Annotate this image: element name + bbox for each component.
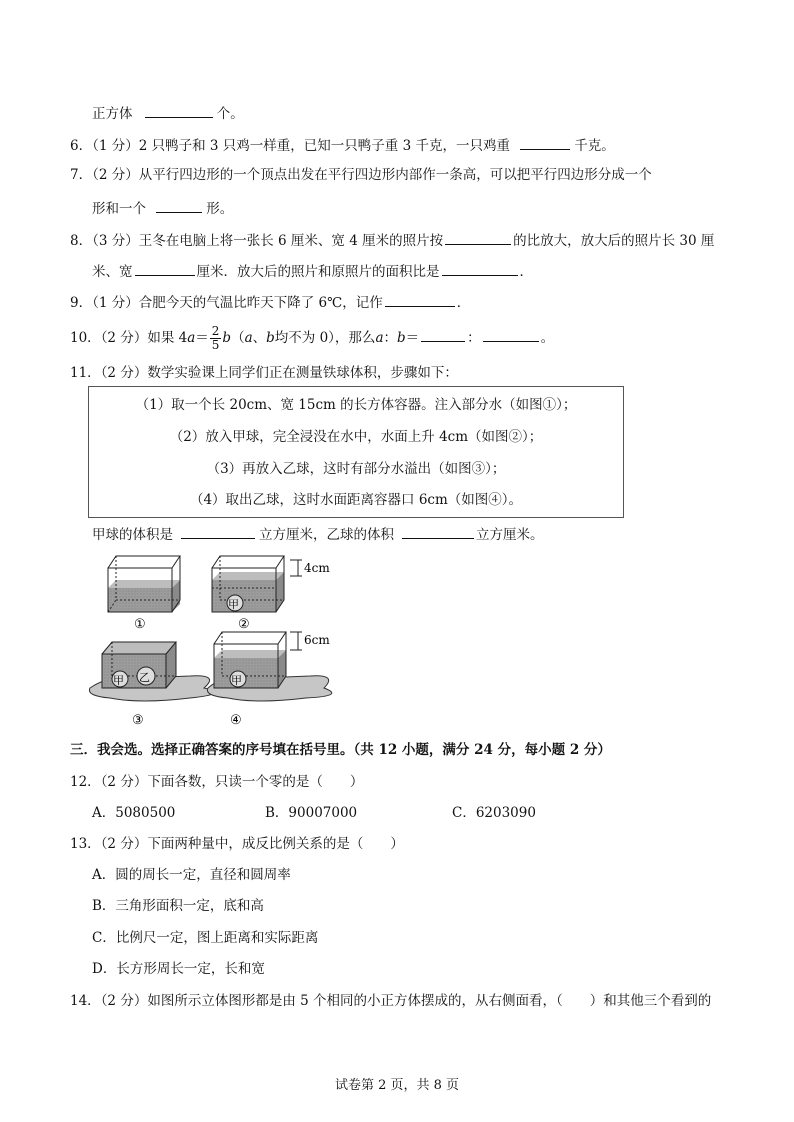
q10-blank-1[interactable] [421,327,465,342]
measure-2: 6cm [304,633,330,647]
container-1 [108,556,180,612]
measure-1-bracket [290,560,302,576]
q8-blank-area[interactable] [442,261,518,276]
q10-line [70,325,554,352]
q11-step-3: （3）再放入乙球，这时有部分水溢出（如图③）； [206,461,506,477]
container-3 [89,642,214,701]
q11-step-2: （2）放入甲球，完全浸没在水中，水面上升 4cm（如图②）； [169,429,543,445]
q11-answer-c: 立方厘米。 [476,527,544,543]
q8-score: （3 分） [92,233,139,249]
q12-score: （2 分） [100,774,148,790]
q6-text: 2 只鸭子和 3 只鸡一样重，已知一只鸭子重 3 千克，一只鸡重 [138,138,510,154]
q9-line [70,292,470,312]
section3-title: 三．我会选。选择正确答案的序号填在括号里。（共 12 小题，满分 24 分，每小题 2 分） [70,742,611,758]
q13-number: 13． [70,836,101,852]
q8-blank-ratio[interactable] [445,230,511,245]
ball-yi-3: 乙 [139,671,150,684]
q5-line [92,103,244,123]
measure-2-bracket [290,632,302,650]
q14-text: 如图所示立体图形都是由 5 个相同的小正方体摆成的，从右侧面看，（ ）和其他三个看到的 [147,993,712,1009]
q10-text-c: 均不为 0），那么 [274,330,376,346]
q10-var-a: a [187,330,196,346]
q12-option-a[interactable]: A．5080500 [92,805,176,821]
q8-text-a: 王冬在电脑上将一张长 6 厘米、宽 4 厘米的照片按 [138,233,444,249]
q11-text: 数学实验课上同学们正在测量铁球体积，步骤如下： [147,365,458,381]
q10-eq: ＝ [195,330,209,346]
q11-blank-jia[interactable] [181,524,255,539]
measure-1: 4cm [304,561,330,575]
q11-blank-yi[interactable] [402,524,474,539]
q11-answer-b: 立方厘米，乙球的体积 [259,527,394,543]
q8-blank-width[interactable] [135,261,195,276]
q14-number: 14． [70,993,101,1009]
q6-blank[interactable] [520,135,570,150]
q12-number: 12． [70,774,101,790]
q9-end: ． [456,295,471,311]
q10-fraction [210,325,222,352]
q7-score: （2 分） [92,167,139,183]
q6-score: （1 分） [92,138,139,154]
q6-unit: 千克。 [574,138,615,154]
q10-frac-den: 5 [211,338,220,352]
q10-sep: 、 [252,330,267,346]
q13-score: （2 分） [100,836,148,852]
q8-number: 8． [70,233,93,249]
page-footer: 试卷第 2 页，共 8 页 [334,1078,460,1093]
q10-score: （2 分） [100,330,148,346]
q5-text: 正方体 [92,106,133,122]
q11-line [70,364,458,382]
q13-option-a[interactable]: A．圆的周长一定，直径和圆周率 [92,867,291,883]
q10-var-a2: a [244,330,253,346]
q9-text: 合肥今天的气温比昨天下降了 6℃，记作 [138,295,383,311]
q5-blank[interactable] [145,103,213,118]
q11-step-1: （1）取一个长 20cm、宽 15cm 的长方体容器。注入部分水（如图①）； [135,397,577,413]
ball-jia-4: 甲 [231,674,242,687]
q7-number: 7． [70,167,93,183]
q13-line [70,835,404,853]
q8-text-2b: 厘米．放大后的照片和原照片的面积比是 [196,264,440,280]
q13-text: 下面两种量中，成反比例关系的是（ ） [147,836,404,852]
q6-number: 6． [70,138,93,154]
q8-text-2a: 米、宽 [92,264,133,280]
label-1: ① [134,617,146,632]
q10-text-a: 如果 4 [147,330,188,346]
q8-text-b: 的比放大，放大后的照片长 30 厘 [513,233,715,249]
q10-number: 10． [70,330,101,346]
q10-frac-num: 2 [211,324,220,338]
q7-blank[interactable] [156,198,202,213]
q7-text-2b: 形。 [206,201,234,217]
q7-line2 [92,198,233,218]
q8-line1 [70,230,714,250]
label-2: ② [238,617,250,632]
q7-text: 从平行四边形的一个顶点出发在平行四边形内部作一条高，可以把平行四边形分成一个 [138,167,652,183]
q11-answer-line [92,524,544,544]
q13-option-c[interactable]: C．比例尺一定，图上距离和实际距离 [92,930,319,946]
q14-score: （2 分） [100,993,148,1009]
q13-option-d[interactable]: D．长方形周长一定，长和宽 [92,961,265,977]
container-2 [212,556,284,612]
q14-line [70,992,711,1010]
q9-number: 9． [70,295,93,311]
q11-answer-a: 甲球的体积是 [92,527,173,543]
q8-line2 [92,261,533,281]
q13-option-b[interactable]: B．三角形面积一定，底和高 [92,898,264,914]
q9-score: （1 分） [92,295,139,311]
q7-line1 [70,166,652,184]
q10-blank-2[interactable] [483,327,539,342]
q12-option-b[interactable]: B．90007000 [265,805,358,821]
ball-jia-2: 甲 [228,598,239,611]
q8-text-2c: ． [519,264,533,280]
q11-score: （2 分） [100,365,148,381]
q6-line [70,135,615,155]
q10-eq2: ＝ [405,330,420,346]
label-3: ③ [132,713,144,728]
q12-line [70,773,363,791]
q11-number: 11． [70,365,101,381]
label-4: ④ [230,713,242,728]
q10-text-b: （ [231,330,245,346]
q5-unit: 个。 [216,106,244,122]
q11-figure [80,548,380,728]
q12-option-c[interactable]: C．6203090 [452,805,536,821]
q10-end: 。 [540,330,555,346]
q11-step-4: （4）取出乙球，这时水面距离容器口 6cm（如图④）。 [189,492,523,508]
q11-steps-box [88,386,624,518]
q10-colon2: ： [467,330,481,346]
q10-var-a3: a [375,330,384,346]
q10-var-b: b [222,330,232,346]
q9-blank[interactable] [385,292,455,307]
q12-text: 下面各数，只读一个零的是（ ） [147,774,364,790]
q7-text-2a: 形和一个 [92,201,146,217]
q10-colon1: ： [383,330,397,346]
ball-jia-3: 甲 [113,674,124,687]
q10-var-b3: b [397,330,406,346]
q10-var-b2: b [266,330,275,346]
